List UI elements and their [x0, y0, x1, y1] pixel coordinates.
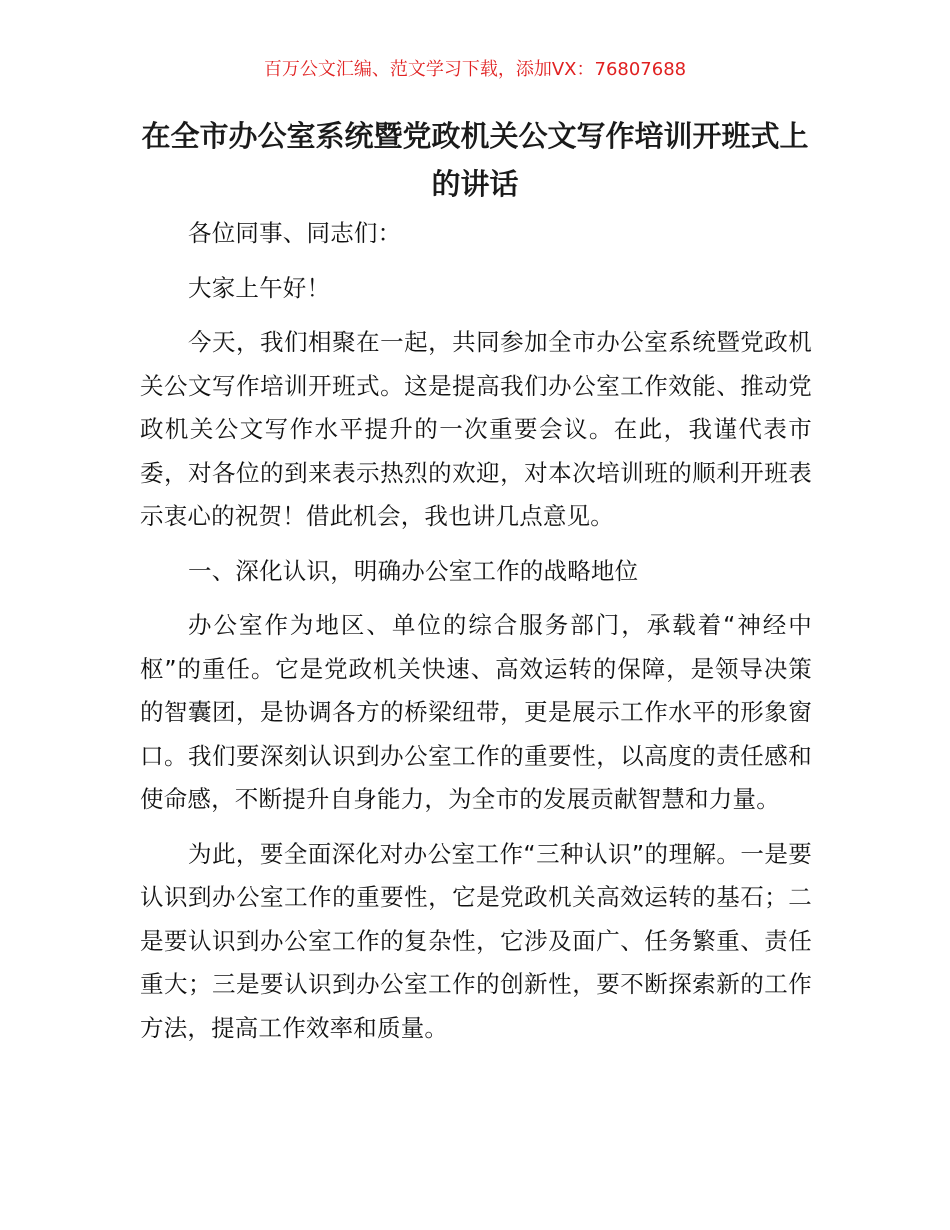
salutation: 各位同事、同志们： [188, 219, 402, 247]
greeting: 大家上午好！ [188, 273, 331, 302]
section-heading-1: 一、深化认识，明确办公室工作的战略地位 [188, 556, 639, 585]
paragraph-office-role: 办公室作为地区、单位的综合服务部门，承载着“神经中枢”的重任。它是党政机关快速、高效运转的保障，是领导决策的智囊团，是协调各方的桥梁纽带，更是展示工作水平的形象窗口。我们要深刻认识到办公室工作的重要性，以高度的责任感和使命感，不断提升自身能力，为全市的发展贡献智慧和力量。 [140, 611, 812, 813]
promo-banner: 百万公文汇编、范文学习下载，添加VX：76807688 [263, 59, 687, 80]
paragraph-intro: 今天，我们相聚在一起，共同参加全市办公室系统暨党政机关公文写作培训开班式。这是提高我们办公室工作效能、推动党政机关公文写作水平提升的一次重要会议。在此，我谨代表市委，对各位的到来表示热烈的欢迎，对本次培训班的顺利开班表示衷心的祝贺！借此机会，我也讲几点意见。 [140, 328, 812, 530]
document-title: 在全市办公室系统暨党政机关公文写作培训开班式上的讲话 [141, 119, 809, 201]
paragraph-three-understandings: 为此，要全面深化对办公室工作“三种认识”的理解。一是要认识到办公室工作的重要性，它是党政机关高效运转的基石；二是要认识到办公室工作的复杂性，它涉及面广、任务繁重、责任重大；三是要认识到办公室工作的创新性，要不断探索新的工作方法，提高工作效率和质量。 [140, 839, 812, 1042]
document-body [140, 212, 812, 1061]
